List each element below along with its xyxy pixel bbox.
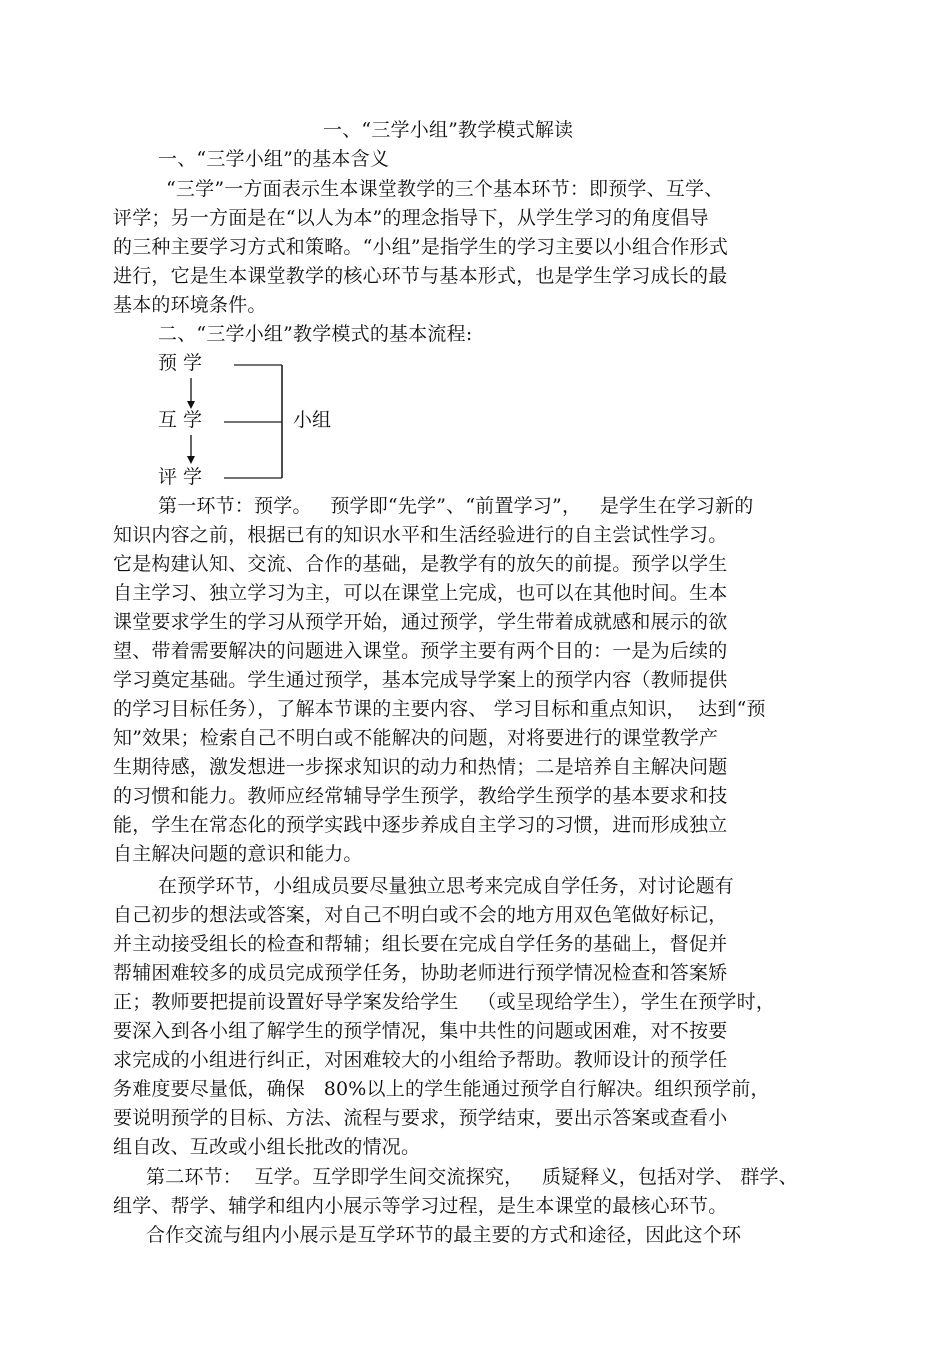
flow-group-label: 小组 (293, 409, 332, 431)
flow-step-evaluate: 评 学 (158, 466, 203, 488)
paragraph-line: 在预学环节，小组成员要尽量独立思考来完成自学任务，对讨论题有 (158, 875, 735, 897)
paragraph-line: 评学；另一方面是在“以人为本”的理念指导下，从学生学习的角度倡导 (113, 207, 709, 229)
paragraph-line: 知”效果；检索自己不明白或不能解决的问题，对将要进行的课堂教学产 (113, 727, 719, 749)
paragraph-line: “三学”一方面表示生本课堂教学的三个基本环节：即预学、互学、 (166, 178, 724, 200)
paragraph-line: 的三种主要学习方式和策略。“小组”是指学生的学习主要以小组合作形式 (113, 236, 729, 258)
paragraph-line: 进行，它是生本课堂教学的核心环节与基本形式，也是学生学习成长的最 (113, 265, 728, 287)
paragraph-line: 自己初步的想法或答案，对自己不明白或不会的地方用双色笔做好标记， (113, 904, 728, 926)
section-heading: 二、“三学小组”教学模式的基本流程: (158, 323, 473, 345)
paragraph-line: 自主解决问题的意识和能力。 (113, 843, 363, 865)
paragraph-line: 务难度要尽量低，确保 80%以上的学生能通过预学自行解决。组织预学前， (113, 1078, 770, 1100)
paragraph-line: 要说明预学的目标、方法、流程与要求，预学结束，要出示答案或查看小 (113, 1107, 728, 1129)
paragraph-line: 并主动接受组长的检查和帮辅；组长要在完成自学任务的基础上，督促并 (113, 933, 728, 955)
paragraph-line: 要深入到各小组了解学生的预学情况，集中共性的问题或困难，对不按要 (113, 1020, 728, 1042)
section-heading: 一、“三学小组”的基本含义 (158, 148, 390, 170)
flow-step-prelearn: 预 学 (158, 352, 203, 374)
paragraph-line: 正；教师要把提前设置好导学案发给学生 （或呈现给学生），学生在预学时， (113, 991, 776, 1013)
paragraph-line: 组自改、互改或小组长批改的情况。 (113, 1136, 421, 1158)
paragraph-line: 它是构建认知、交流、合作的基础，是教学有的放矢的前提。预学以学生 (113, 553, 728, 575)
paragraph-line: 基本的环境条件。 (113, 294, 267, 316)
paragraph-line: 帮辅困难较多的成员完成预学任务，协助老师进行预学情况检查和答案矫 (113, 962, 728, 984)
flow-diagram (158, 345, 398, 490)
paragraph-line: 自主学习、独立学习为主，可以在课堂上完成，也可以在其他时间。生本 (113, 582, 728, 604)
document-title: 一、“三学小组”教学模式解读 (323, 119, 574, 141)
paragraph-line: 组学、帮学、辅学和组内小展示等学习过程，是生本课堂的最核心环节。 (113, 1195, 728, 1217)
paragraph-line: 学习奠定基础。学生通过预学，基本完成导学案上的预学内容（教师提供 (113, 669, 728, 691)
paragraph-line: 第二环节： 互学。互学即学生间交流探究， 质疑释义，包括对学、 群学、 (146, 1166, 798, 1188)
paragraph-line: 知识内容之前，根据已有的知识水平和生活经验进行的自主尝试性学习。 (113, 524, 728, 546)
paragraph-line: 的习惯和能力。教师应经常辅导学生预学，教给学生预学的基本要求和技 (113, 785, 728, 807)
paragraph-line: 求完成的小组进行纠正，对困难较大的小组给予帮助。教师设计的预学任 (113, 1049, 728, 1071)
flow-step-mutual: 互 学 (158, 409, 203, 431)
paragraph-line: 生期待感，激发想进一步探求知识的动力和热情；二是培养自主解决问题 (113, 756, 728, 778)
paragraph-line: 望、带着需要解决的问题进入课堂。预学主要有两个目的：一是为后续的 (113, 640, 728, 662)
paragraph-line: 合作交流与组内小展示是互学环节的最主要的方式和途径，因此这个环 (146, 1224, 742, 1246)
paragraph-line: 课堂要求学生的学习从预学开始，通过预学，学生带着成就感和展示的欲 (113, 611, 728, 633)
paragraph-line: 能，学生在常态化的预学实践中逐步养成自主学习的习惯，进而形成独立 (113, 814, 728, 836)
paragraph-line: 的学习目标任务），了解本节课的主要内容、 学习目标和重点知识， 达到“预 (113, 698, 766, 720)
paragraph-line: 第一环节：预学。 预学即“先学”、“前置学习”， 是学生在学习新的 (158, 495, 754, 517)
